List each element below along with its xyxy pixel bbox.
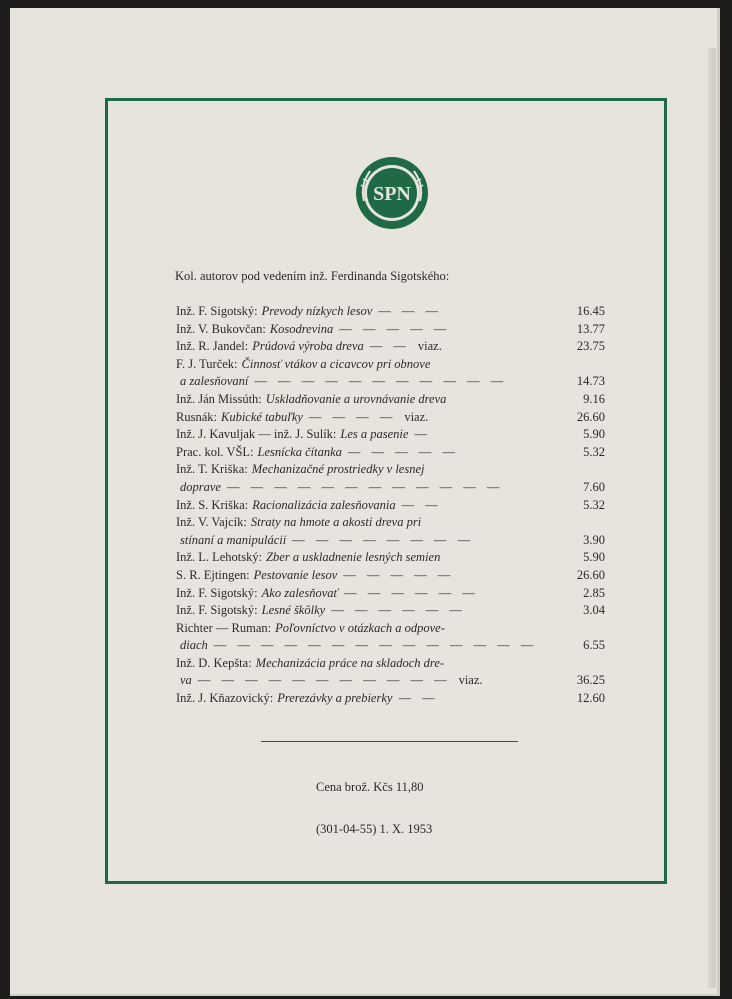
book-title: Racionalizácia zalesňovania xyxy=(252,497,396,512)
book-title: doprave xyxy=(180,479,221,494)
book-title: Pestovanie lesov xyxy=(253,567,338,582)
book-entry xyxy=(176,444,545,462)
book-title: Lesnícka čítanka xyxy=(257,444,342,459)
book-title: Prerezávky a prebierky xyxy=(277,691,393,706)
book-title: Mechanizačné prostriedky v lesnej xyxy=(251,462,425,477)
divider-line xyxy=(261,741,518,742)
book-title: Kosodrevina xyxy=(269,321,334,336)
book-price: 14.73 xyxy=(576,374,605,389)
book-row xyxy=(176,620,606,638)
book-author: Inž. F. Sigotský: xyxy=(176,603,258,618)
book-entry xyxy=(176,585,545,603)
publication-code: (301-04-55) 1. X. 1953 xyxy=(316,822,433,836)
book-entry xyxy=(176,567,545,585)
book-title: Mechanizácia práce na skladoch dre- xyxy=(255,655,445,670)
leader-dashes: — — xyxy=(398,691,439,706)
leader-dashes: — — — — — xyxy=(343,567,455,582)
book-author: Inž. J. Kavuljak — inž. J. Sulík: xyxy=(176,427,337,442)
leader-dashes: — — — — — xyxy=(347,444,459,459)
book-list xyxy=(176,303,606,708)
book-row xyxy=(176,567,606,585)
book-entry xyxy=(176,497,545,515)
book-author: Inž. J. Kňazovický: xyxy=(176,691,274,706)
book-price: 13.77 xyxy=(576,321,605,336)
book-row xyxy=(176,549,606,567)
binding-note: viaz. xyxy=(404,409,429,424)
book-row xyxy=(176,672,606,690)
leader-dashes: — — xyxy=(401,497,442,512)
book-row xyxy=(176,391,606,409)
book-title: stínaní a manipulácii xyxy=(180,532,287,547)
leader-dashes: — xyxy=(414,427,431,442)
book-row xyxy=(176,637,606,655)
book-price: 16.45 xyxy=(576,304,605,318)
book-title: Straty na hmote a akosti dreva pri xyxy=(250,515,422,530)
book-price: 26.60 xyxy=(576,409,605,424)
book-title: Činnosť vtákov a cicavcov pri obnove xyxy=(241,356,431,371)
book-title: Prúdová výroba dreva xyxy=(252,339,364,354)
book-entry xyxy=(176,409,545,427)
book-author: Rusnák: xyxy=(176,409,217,424)
book-author: S. R. Ejtingen: xyxy=(176,567,250,582)
book-title: diach xyxy=(180,638,208,653)
book-entry xyxy=(176,391,545,409)
book-author: Inž. V. Bukovčan: xyxy=(176,321,266,336)
book-row xyxy=(176,585,606,603)
book-title: Poľovníctvo v otázkach a odpove- xyxy=(275,620,445,635)
book-entry xyxy=(176,461,545,479)
book-author: Inž. F. Sigotský: xyxy=(176,304,258,318)
book-row xyxy=(176,461,606,479)
book-title: Lesné škôlky xyxy=(261,603,326,618)
book-entry xyxy=(176,602,545,620)
book-row xyxy=(176,321,606,339)
leader-dashes: — — — — — — xyxy=(331,603,466,618)
book-author: Richter — Ruman: xyxy=(176,620,272,635)
leader-dashes: — — — — — — — — — — — xyxy=(197,673,451,688)
book-row xyxy=(176,409,606,427)
price-line: Cena brož. Kčs 11,80 xyxy=(316,780,424,794)
book-entry xyxy=(176,655,545,673)
book-author: F. J. Turček: xyxy=(176,356,238,371)
book-row xyxy=(176,690,606,708)
book-entry xyxy=(176,321,545,339)
book-price: 12.60 xyxy=(576,691,605,706)
book-title: Les a pasenie xyxy=(340,427,409,442)
book-row xyxy=(176,532,606,550)
book-price: 2.85 xyxy=(583,585,605,600)
series-intro: Kol. autorov pod vedením inž. Ferdinanda Sigotského: xyxy=(175,269,450,283)
book-author: Inž. D. Kepšta: xyxy=(176,655,252,670)
book-entry xyxy=(176,532,545,550)
book-row xyxy=(176,356,606,374)
leader-dashes: — — xyxy=(369,339,410,354)
book-title: Zber a uskladnenie lesných semien xyxy=(266,550,441,565)
book-price: 5.90 xyxy=(583,427,605,442)
leader-dashes: — — — xyxy=(378,304,443,318)
book-author: Inž. R. Jandel: xyxy=(176,339,249,354)
book-row xyxy=(176,514,606,532)
book-price: 3.04 xyxy=(583,603,605,618)
book-row xyxy=(176,303,606,321)
book-entry xyxy=(176,303,545,321)
spn-publisher-emblem-icon xyxy=(354,155,430,231)
leader-dashes: — — — — — xyxy=(339,321,451,336)
book-entry xyxy=(176,338,545,356)
book-price: 3.90 xyxy=(583,532,605,547)
leader-dashes: — — — — — — xyxy=(344,585,479,600)
book-title: va xyxy=(180,673,192,688)
book-price: 7.60 xyxy=(583,479,605,494)
book-price: 9.16 xyxy=(583,391,605,406)
book-price: 5.32 xyxy=(583,444,605,459)
book-row xyxy=(176,602,606,620)
book-author: Inž. V. Vajcík: xyxy=(176,515,247,530)
book-entry xyxy=(176,620,545,638)
book-row xyxy=(176,338,606,356)
book-price: 26.60 xyxy=(576,567,605,582)
book-price: 6.55 xyxy=(583,638,605,653)
book-title: a zalesňovaní xyxy=(180,374,249,389)
book-row xyxy=(176,479,606,497)
book-title: Uskladňovanie a urovnávanie dreva xyxy=(265,391,447,406)
binding-note: viaz. xyxy=(417,339,442,354)
book-entry xyxy=(176,426,545,444)
leader-dashes: — — — — — — — — xyxy=(292,532,475,547)
book-entry xyxy=(176,514,545,532)
book-author: Inž. Ján Missúth: xyxy=(176,391,262,406)
book-title: Kubické tabuľky xyxy=(220,409,303,424)
book-price: 23.75 xyxy=(576,339,605,354)
book-price: 5.32 xyxy=(583,497,605,512)
book-entry xyxy=(176,479,545,497)
book-row xyxy=(176,373,606,391)
book-author: Inž. S. Kriška: xyxy=(176,497,249,512)
book-author: Inž. F. Sigotský: xyxy=(176,585,258,600)
book-title: Ako zalesňovať xyxy=(261,585,339,600)
binding-note: viaz. xyxy=(458,673,483,688)
book-entry xyxy=(176,690,545,708)
book-entry xyxy=(176,672,545,690)
book-row xyxy=(176,426,606,444)
book-row xyxy=(176,497,606,515)
book-author: Inž. T. Kriška: xyxy=(176,462,248,477)
leader-dashes: — — — — — — — — — — — — xyxy=(226,479,504,494)
page-edge xyxy=(708,48,716,988)
book-price: 5.90 xyxy=(583,550,605,565)
book-title: Prevody nízkych lesov xyxy=(261,304,373,318)
book-row xyxy=(176,655,606,673)
leader-dashes: — — — — — — — — — — — — — — xyxy=(213,638,538,653)
logo-text: SPN xyxy=(373,183,411,205)
leader-dashes: — — — — — — — — — — — xyxy=(254,374,508,389)
book-entry xyxy=(176,373,545,391)
book-entry xyxy=(176,356,545,374)
book-row xyxy=(176,444,606,462)
book-author: Inž. L. Lehotský: xyxy=(176,550,263,565)
book-entry xyxy=(176,637,545,655)
book-price: 36.25 xyxy=(576,673,605,688)
book-author: Prac. kol. VŠL: xyxy=(176,444,254,459)
leader-dashes: — — — — xyxy=(308,409,397,424)
book-entry xyxy=(176,549,545,567)
